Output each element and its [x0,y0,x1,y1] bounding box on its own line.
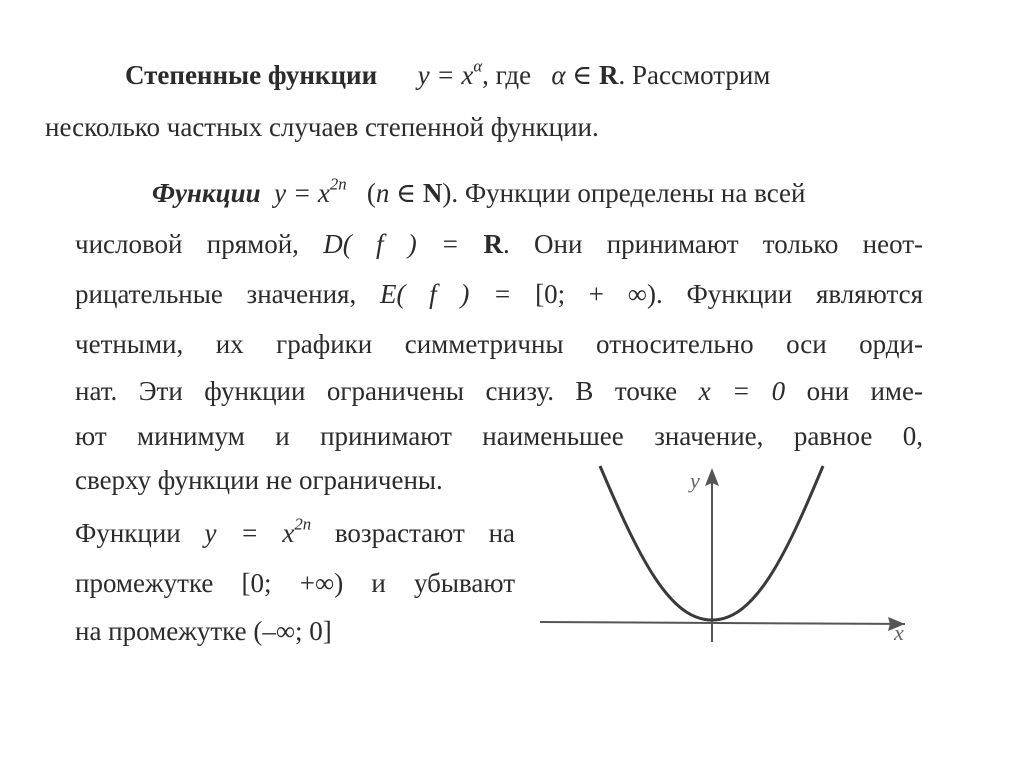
intro-set-r: R [599,60,619,90]
line-10-text: на промежутке (–∞; 0] [75,616,332,646]
line-4-text: четными, их графики симметричны относительно оси орди- [75,329,923,359]
intro-where: , где [482,60,532,90]
line-3-text-b: . Функции являются [656,279,924,309]
line-2-text-a: числовой прямой, [75,229,299,259]
line-5-text-b: они име- [806,376,923,406]
line-7-text: сверху функции не ограничены. [75,465,443,495]
line-2-text-b: . Они принимают только неот- [503,229,924,259]
line-5-math: x = 0 [698,376,786,406]
section-n-in: n ∈ [375,178,423,208]
y-axis [705,468,719,642]
x-axis-label: x [894,620,904,645]
section-heading: Функции [152,178,261,208]
line-3-math: E( f ) = [0; + ∞) [379,279,656,309]
line-2-math: D( f ) = R [323,229,504,259]
line-3-text-a: рицательные значения, [75,279,357,309]
line-8-text-a: Функции [75,518,181,548]
line-5-text-a: нат. Эти функции ограничены снизу. В точке [75,376,678,406]
intro-alpha: α ∈ [551,60,600,90]
intro-rest: . Рассмотрим [618,60,771,90]
section-formula: $y = x^{2n}$ [274,174,347,208]
line-8-text-b: возрастают на [334,518,516,548]
line-6-text: ют минимум и принимают наименьшее значение, равное 0, [75,421,923,451]
section-paren-open: ( [366,178,376,208]
intro-line-2-text: несколько частных случаев степенной функции. [45,112,599,142]
y-axis-label: y [690,468,700,493]
line-8-formula: $y = x^{2n}$ [204,514,312,548]
line-2-set-r: R [483,229,504,259]
intro-heading: Степенные функции [125,60,378,90]
line-9-text: промежутке [0; +∞) и убывают [75,568,515,598]
section-paren-rest: ). Функции определены на всей [442,178,806,208]
section-set-n: N [422,178,443,208]
intro-formula: $y = x^\alpha$ [417,56,483,90]
